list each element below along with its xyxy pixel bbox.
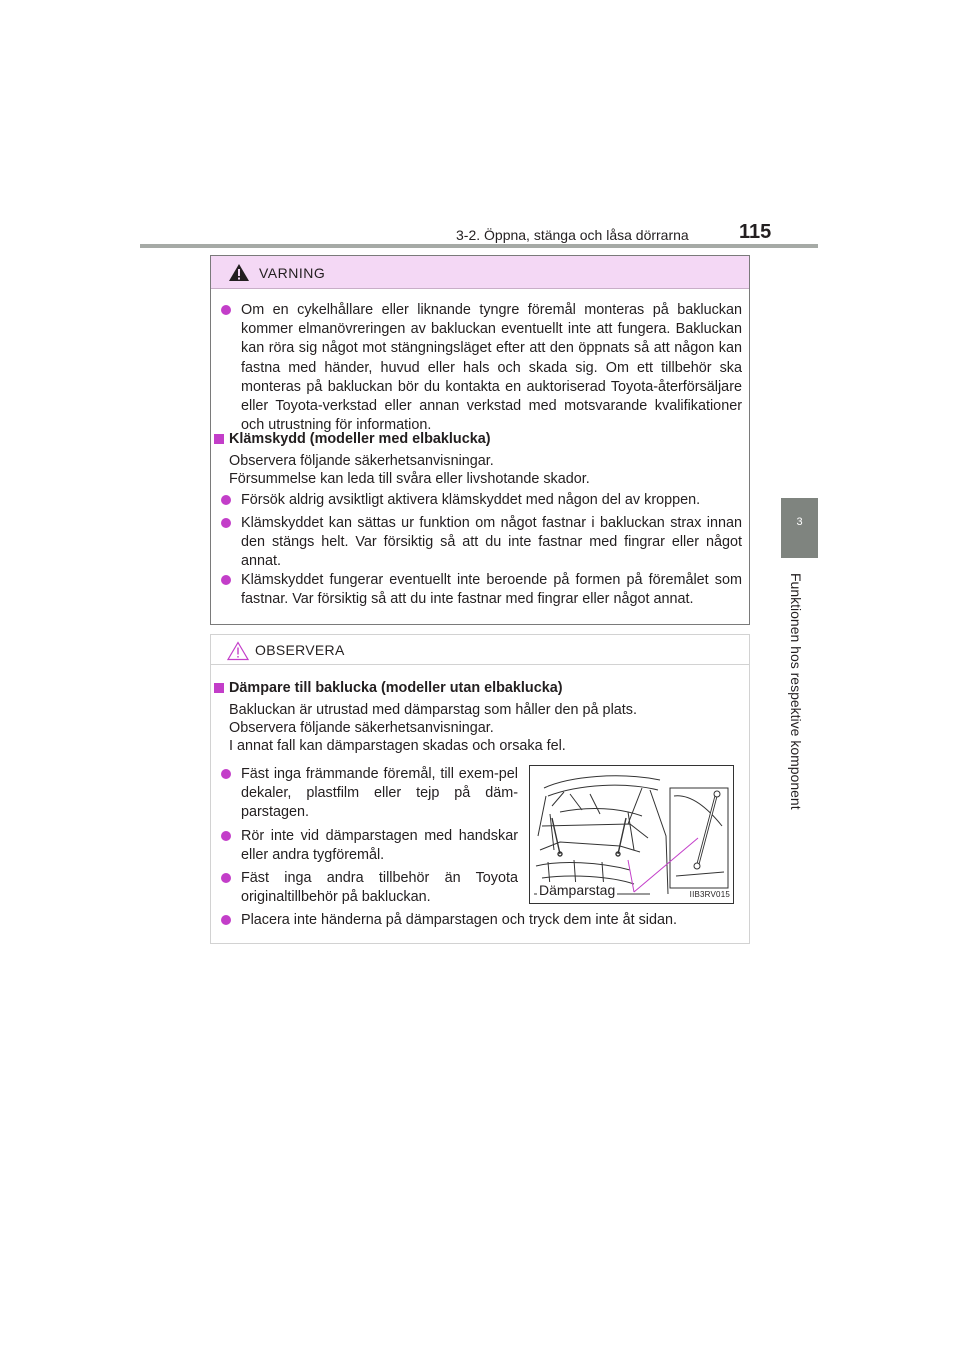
- bullet-icon: [221, 575, 231, 585]
- bullet-icon: [221, 915, 231, 925]
- notice-bullet-text: Rör inte vid dämparstagen med handskar eller andra tygföremål.: [241, 828, 518, 864]
- figure-label: Dämparstag: [539, 882, 616, 898]
- bullet-icon: [221, 495, 231, 505]
- section-text: Observera följande säkerhetsanvisningar.: [229, 720, 494, 736]
- notice-box: [210, 634, 750, 944]
- warning-bullet-text: Försök aldrig avsiktligt aktivera klämskyddet med någon del av kroppen.: [241, 492, 701, 508]
- notice-title: OBSERVERA: [255, 642, 345, 658]
- bullet-icon: [221, 831, 231, 841]
- chapter-number: 3: [796, 516, 803, 528]
- warning-title: VARNING: [259, 265, 326, 281]
- section-square-icon: [214, 434, 224, 444]
- warning-icon: [228, 263, 250, 282]
- chapter-label: Funktionen hos respektive komponent: [788, 573, 804, 810]
- notice-bullet-text: Placera inte händerna på dämparstagen och tryck dem inte åt sidan.: [241, 912, 677, 928]
- bullet-icon: [221, 518, 231, 528]
- section-text: Försummelse kan leda till svåra eller livshotande skador.: [229, 471, 590, 487]
- section-title: 3-2. Öppna, stänga och låsa dörrarna: [456, 227, 689, 243]
- section-square-icon: [214, 683, 224, 693]
- section-text: I annat fall kan dämparstagen skadas och orsaka fel.: [229, 738, 566, 754]
- section-heading: Klämskydd (modeller med elbaklucka): [229, 431, 491, 447]
- figure-code: IIB3RV015: [689, 890, 730, 899]
- warning-bullet-text: Om en cykelhållare eller liknande tyngre föremål monteras på bakluckan kommer elmanövreringen av bakluckan eventuellt inte att fungera. Bakluckan kan röra sig något mot stängningsläget efter att den öppnats så att någon kan fastna med händer, huvud eller hals och skada sig. Om ett tillbehör ska monteras på bakluckan bör du kontakta en auktoriserad Toyota-återförsäljare eller Toyota-verkstad eller annan verkstad med motsvarande kvalifikationer och utrustning för information.: [241, 302, 742, 434]
- damper-illustration: [529, 765, 734, 904]
- caution-icon: [227, 641, 249, 661]
- notice-bullet-text: Fäst inga främmande föremål, till exem-pel dekaler, plastfilm eller tejp på däm-parstagen.: [241, 766, 518, 821]
- warning-bullet-text: Klämskyddet kan sättas ur funktion om något fastnar i bakluckan strax innan den stängs helt. Var försiktig så att du inte fastnar med fingrar eller något annat.: [241, 515, 742, 570]
- page-number: 115: [739, 221, 772, 243]
- bullet-icon: [221, 873, 231, 883]
- bullet-icon: [221, 769, 231, 779]
- warning-header: [211, 256, 749, 289]
- notice-header: [211, 635, 749, 665]
- section-text: Observera följande säkerhetsanvisningar.: [229, 453, 494, 469]
- chapter-tab: [781, 498, 818, 558]
- section-text: Bakluckan är utrustad med dämparstag som håller den på plats.: [229, 702, 637, 718]
- bullet-icon: [221, 305, 231, 315]
- warning-box: [210, 255, 750, 625]
- section-heading: Dämpare till baklucka (modeller utan elbaklucka): [229, 680, 563, 696]
- notice-bullet-text: Fäst inga andra tillbehör än Toyota originaltillbehör på bakluckan.: [241, 870, 518, 906]
- warning-bullet-text: Klämskyddet fungerar eventuellt inte beroende på formen på föremålet som fastnar. Var försiktig så att du inte fastnar med fingrar eller något annat.: [241, 572, 742, 608]
- header-rule: [140, 244, 818, 248]
